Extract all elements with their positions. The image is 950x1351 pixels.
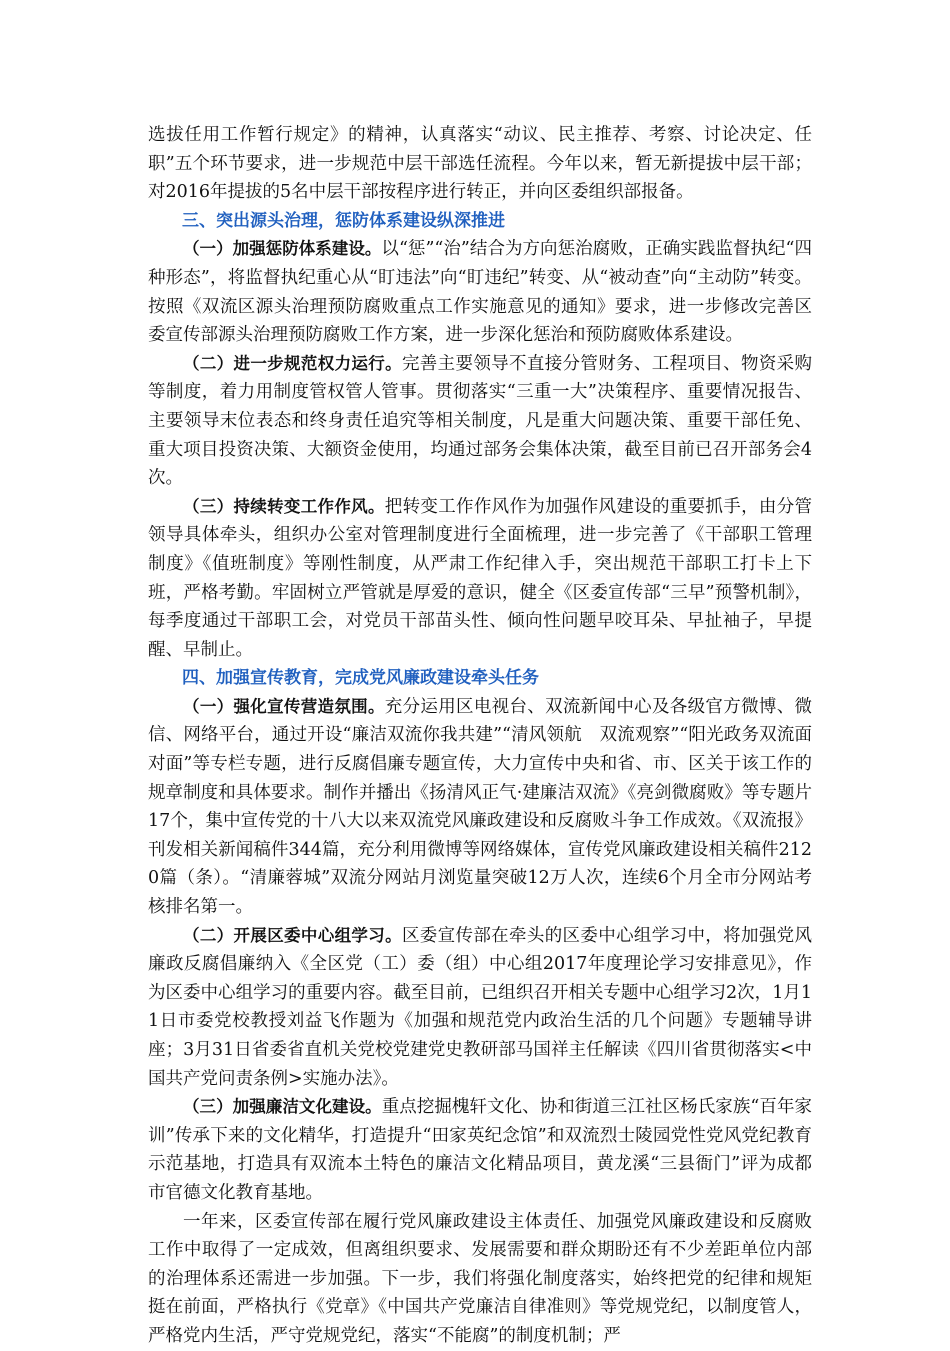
paragraph-lead: （三）加强廉洁文化建设。: [183, 1097, 382, 1117]
section-heading-4: 四、加强宣传教育，完成党风廉政建设牵头任务: [182, 668, 539, 689]
paragraph-text: 把转变工作作风作为加强作风建设的重要抓手，由分管领导具体牵头，组织办公室对管理制度进行全面梳理，进一步完善了《干部职工管理制度》《值班制度》等刚性制度，从严肃工作纪律入手，突出规范干部职工打卡上下班，严格考勤。牢固树立严管就是厚爱的意识，健全《区委宣传部“三早”预警机制》，每季度通过干部职工会，对党员干部苗头性、倾向性问题早咬耳朵、早扯袖子，早提醒、早制止。: [148, 496, 813, 660]
paragraph-text: 以“惩”“治”结合为方向惩治腐败，正确实践监督执纪“四种形态”，将监督执纪重心从“盯违法”向“盯违纪”转变、从“被动查”向“主动防”转变。按照《双流区源头治理预防腐败重点工作实施意见的通知》要求，进一步修改完善区委宣传部源头治理预防腐败工作方案，进一步深化惩治和预防腐败体系建设。: [148, 239, 813, 346]
section3-paragraph-3: [148, 493, 812, 665]
paragraph-lead: （二）进一步规范权力运行。: [183, 353, 402, 373]
paragraph-lead: （二）开展区委中心组学习。: [183, 925, 402, 945]
section4-paragraph-1: [148, 693, 812, 922]
paragraph-text: 充分运用区电视台、双流新闻中心及各级官方微博、微信、网络平台，通过开设“廉洁双流你我共建”“清风领航 双流观察”“阳光政务双流面对面”等专栏专题，进行反腐倡廉专题宣传，大力宣传中央和省、市、区关于该工作的规章制度和具体要求。制作并播出《扬清风正气·建廉洁双流》《亮剑微腐败》等专题片17个，集中宣传党的十八大以来双流党风廉政建设和反腐败斗争工作成效。《双流报》刊发相关新闻稿件344篇，充分利用微博等网络媒体，宣传党风廉政建设相关稿件2120篇（条）。“清廉蓉城”双流分网站月浏览量突破12万人次，连续6个月全市分网站考核排名第一。: [148, 696, 813, 918]
paragraph-lead: （三）持续转变工作作风。: [183, 496, 385, 516]
document-page: [148, 121, 812, 1351]
section4-paragraph-2: [148, 922, 812, 1094]
paragraph-text: 完善主要领导不直接分管财务、工程项目、物资采购等制度，着力用制度管权管人管事。贯彻落实“三重一大”决策程序、重要情况报告、主要领导末位表态和终身责任追究等相关制度，凡是重大问题决策、重要干部任免、重大项目投资决策、大额资金使用，均通过部务会集体决策，截至目前已召开部务会4次。: [148, 353, 813, 489]
section3-paragraph-1: [148, 235, 812, 349]
paragraph-lead: （一）加强惩防体系建设。: [183, 239, 382, 259]
closing-paragraph: 一年来，区委宣传部在履行党风廉政建设主体责任、加强党风廉政建设和反腐败工作中取得了一定成效，但离组织要求、发展需要和群众期盼还有不少差距单位内部的治理体系还需进一步加强。下一步，我们将强化制度落实，始终把党的纪律和规矩挺在前面，严格执行《党章》《中国共产党廉洁自律准则》等党规党纪，以制度管人，严格党内生活，严守党规党纪，落实“不能腐”的制度机制；严: [148, 1211, 812, 1346]
paragraph-lead: （一）强化宣传营造氛围。: [183, 696, 385, 716]
section4-paragraph-3: [148, 1093, 812, 1207]
paragraph-text: 区委宣传部在牵头的区委中心组学习中，将加强党风廉政反腐倡廉纳入《全区党（工）委（组）中心组2017年度理论学习安排意见》，作为区委中心组学习的重要内容。截至目前，已组织召开相关专题中心组学习2次，1月11日市委党校教授刘益飞作题为《加强和规范党内政治生活的几个问题》专题辅导讲座；3月31日省委省直机关党校党建党史教研部马国祥主任解读《四川省贯彻落实<中国共产党问责条例>实施办法》。: [148, 925, 813, 1089]
section3-paragraph-2: [148, 350, 812, 493]
paragraph-text: 重点挖掘槐轩文化、协和街道三江社区杨氏家族“百年家训”传承下来的文化精华，打造提升“田家英纪念馆”和双流烈士陵园党性党风党纪教育示范基地，打造具有双流本土特色的廉洁文化精品项目，黄龙溪“三县衙门”评为成都市官德文化教育基地。: [148, 1097, 812, 1203]
section-heading-3: 三、突出源头治理，惩防体系建设纵深推进: [182, 210, 505, 231]
intro-paragraph: 选拔任用工作暂行规定》的精神，认真落实“动议、民主推荐、考察、讨论决定、任职”五个环节要求，进一步规范中层干部选任流程。今年以来，暂无新提拔中层干部；对2016年提拔的5名中层干部按程序进行转正，并向区委组织部报备。: [148, 125, 812, 203]
